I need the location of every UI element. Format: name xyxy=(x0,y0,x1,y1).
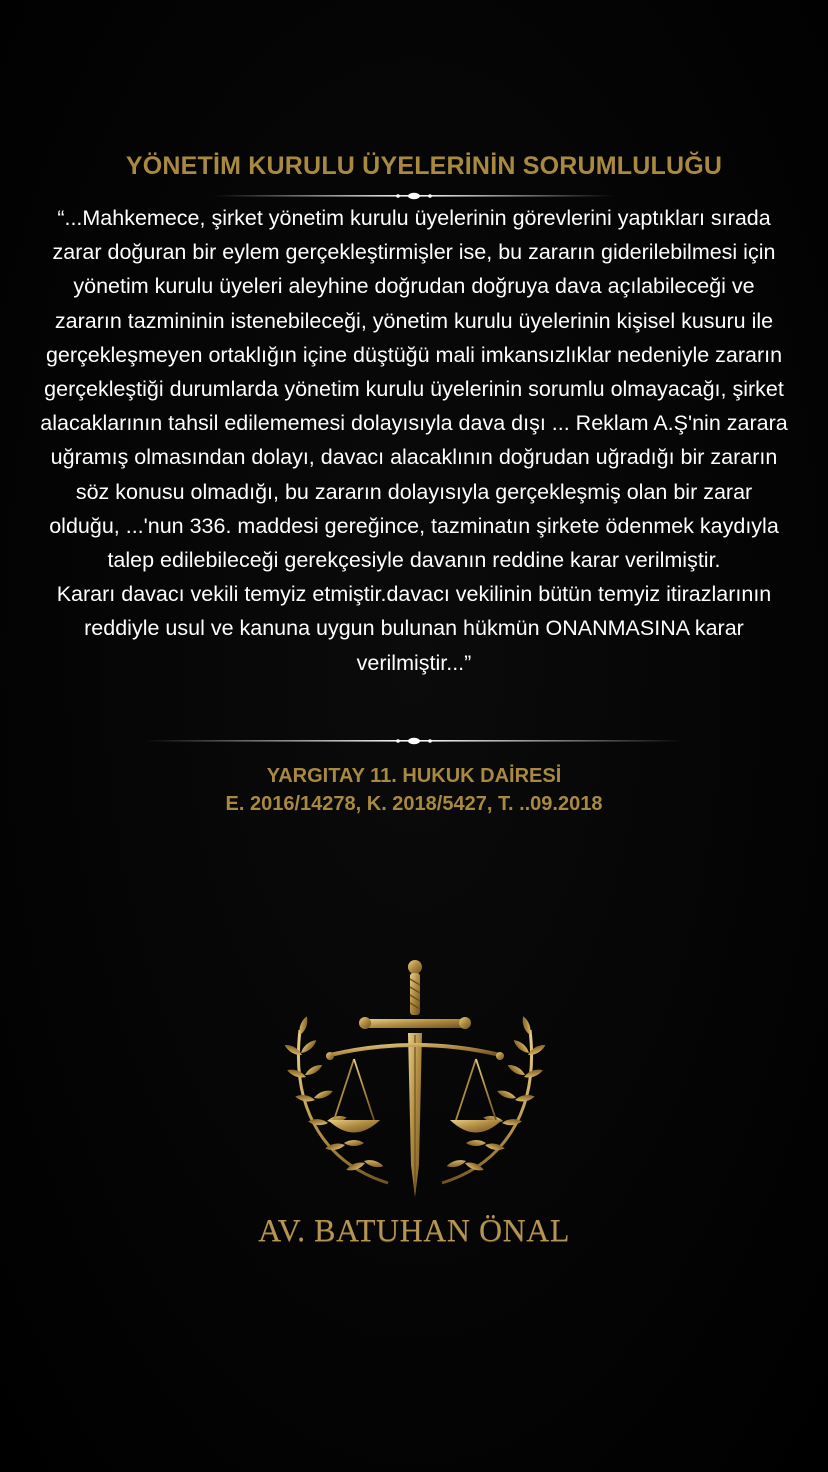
quote-paragraph-2: Kararı davacı vekili temyiz etmiştir.davacı vekilinin bütün temyiz itirazlarının reddiyle usul ve kanuna uygun bulunan hükmün ONANMASINA karar verilmiştir...” xyxy=(56,582,772,675)
ornamental-divider-bottom xyxy=(144,735,684,747)
case-citation xyxy=(0,762,828,818)
case-number: E. 2016/14278, K. 2018/5427, T. ..09.2018 xyxy=(225,793,603,815)
page-title: YÖNETİM KURULU ÜYELERİNİN SORUMLULUĞU xyxy=(125,152,723,180)
quote-paragraph-1: “...Mahkemece, şirket yönetim kurulu üyelerinin görevlerini yaptıkları sırada zarar doğuran bir eylem gerçekleştirmişler ise, bu zararın giderilebilmesi için yönetim kurulu üyeleri aleyhine doğrudan doğruya dava açılabileceği ve zararın tazmininin istenebileceği, yönetim kurulu üyelerinin kişisel kusuru ile gerçekleşmeyen ortaklığın içine düştüğü mali imkansızlıklar nedeniyle zararın gerçekleştiği durumlarda yönetim kurulu üyelerinin sorumlu olmayacağı, şirket alacaklarının tahsil edilememesi dolayısıyla dava dışı ... Reklam A.Ş'nin zarara uğramış olmasından dolayı, davacı alacaklının doğrudan uğradığı bir zararın söz konusu olmadığı, bu zararın dolayısıyla gerçekleşmiş olan bir zarar olduğu, ...'nun 336. maddesi gereğince, tazminatın şirkete ödenmek kaydıyla talep edilebileceği gerekçesiyle davanın reddine karar verilmiştir. xyxy=(40,206,788,573)
scales-of-justice-sword-laurel-icon xyxy=(270,955,560,1205)
court-decision-quote xyxy=(38,201,790,680)
firm-name: AV. BATUHAN ÖNAL xyxy=(258,1212,570,1248)
court-name: YARGITAY 11. HUKUK DAİRESİ xyxy=(266,765,562,787)
